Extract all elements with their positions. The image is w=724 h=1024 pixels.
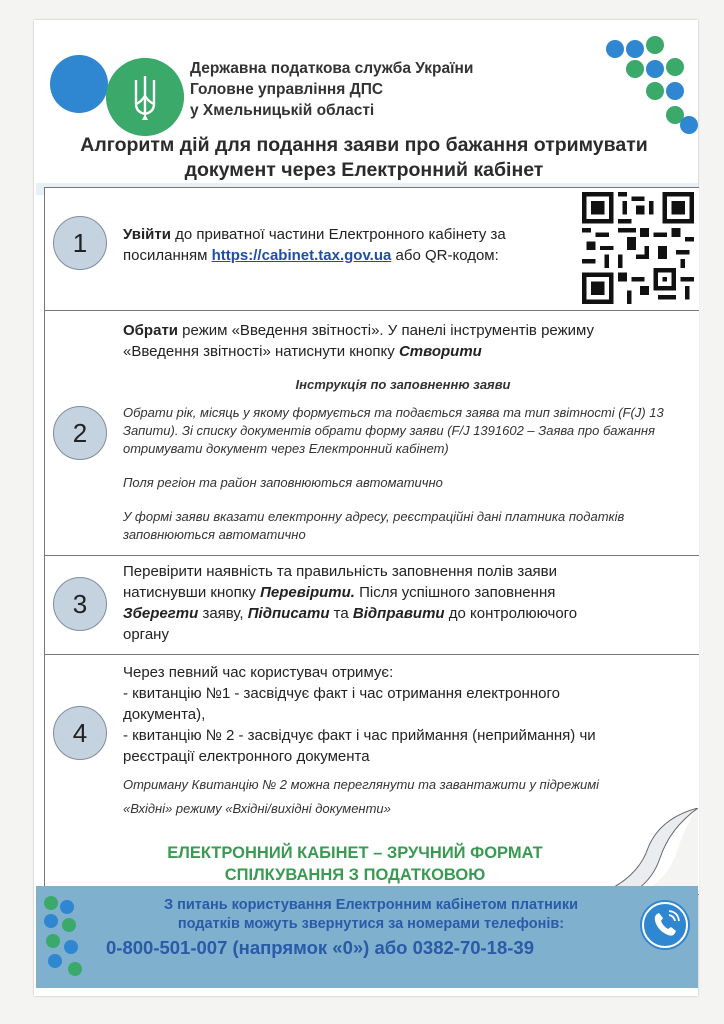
organization-name [190, 58, 473, 121]
step-2 [45, 310, 699, 556]
instruction-paragraph-3: У формі заяви вказати електронну адресу, реєстраційні дані платника податків заповнюються автоматично [123, 509, 625, 542]
step-2-text [123, 320, 683, 362]
step-3-line-1: Перевірити наявність та правильність заповнення полів заяви [123, 563, 558, 580]
step-3 [45, 555, 699, 655]
step-number-badge: 2 [53, 406, 107, 460]
step-3-line-3b: заяву, [198, 605, 248, 622]
step-number-badge: 1 [53, 216, 107, 270]
step-3-line-2c: Після успішного заповнення [354, 584, 556, 601]
phone-icon[interactable] [640, 900, 690, 950]
instruction-title: Інструкція по заповненню заяви [295, 377, 511, 392]
instruction-paragraph-1: Обрати рік, місяць у якому формується та подається заява та тип звітності (F(J) 13 Запити). Зі списку документів обрати форму заяви (F/J 1391602 – Заява про бажання отримувати документ через Електронний кабінет) [123, 405, 664, 456]
slogan-line-2: СПІЛКУВАННЯ З ПОДАТКОВОЮ [224, 866, 486, 884]
step-1-text-b: посиланням [123, 247, 212, 264]
step-4-note-2: «Вхідні» режиму «Вхідні/вихідні документи» [123, 801, 391, 816]
step-4-line-1: Через певний час користувач отримує: [123, 664, 394, 681]
decorative-dots-icon [40, 896, 100, 986]
step-1-text-c: або QR-кодом: [391, 247, 499, 264]
page-title [44, 133, 684, 183]
check-button-label: Перевірити. [260, 584, 355, 601]
step-1-action: Увійти [123, 226, 171, 243]
org-line-2: Головне управління ДПС [190, 81, 384, 98]
step-2-text-a: режим «Введення звітності». У панелі інструментів режиму [178, 322, 594, 339]
step-number-badge: 3 [53, 577, 107, 631]
contact-footer [36, 886, 698, 988]
decorative-blue-circle-icon [50, 55, 108, 113]
phone-numbers[interactable]: 0-800-501-007 (напрямок «0») або 0382-70-18-39 [106, 937, 534, 958]
step-4-text [123, 662, 683, 767]
slogan-line-1: ЕЛЕКТРОННИЙ КАБІНЕТ – ЗРУЧНИЙ ФОРМАТ [167, 844, 543, 862]
slogan [120, 842, 590, 886]
qr-code-icon[interactable] [582, 192, 694, 304]
save-button-label: Зберегти [123, 605, 199, 622]
step-3-text [123, 561, 683, 645]
decorative-dots-icon [598, 36, 708, 146]
footer-line-2: податків можуть звернутися за номерами телефонів: [177, 916, 565, 932]
title-line-1: Алгоритм дій для подання заяви про бажання отримувати [80, 134, 648, 156]
step-3-line-3d: та [329, 605, 353, 622]
sign-button-label: Підписати [247, 605, 330, 622]
step-3-line-4: органу [123, 626, 169, 643]
step-number-badge: 4 [53, 706, 107, 760]
step-4-line-2: - квитанцію №1 - засвідчує факт і час отримання електронного [123, 685, 560, 702]
org-line-1: Державна податкова служба України [190, 60, 474, 77]
create-button-label: Створити [398, 343, 482, 360]
step-3-line-2a: натиснувши кнопку [123, 584, 261, 601]
step-1-text [123, 224, 583, 266]
cabinet-link[interactable]: https://cabinet.tax.gov.ua [211, 247, 392, 264]
send-button-label: Відправити [352, 605, 445, 622]
step-1 [45, 188, 699, 311]
title-line-2: документ через Електронний кабінет [184, 159, 544, 181]
steps-list [44, 187, 699, 895]
step-2-action: Обрати [123, 322, 179, 339]
org-line-3: у Хмельницькій області [190, 102, 375, 119]
step-4-note-1: Отриману Квитанцію № 2 можна переглянути та завантажити у підрежимі [123, 777, 600, 792]
step-1-text-a: до приватної частини Електронного кабінету за [170, 226, 506, 243]
page-curl-icon [600, 808, 698, 894]
instruction-paragraph-2: Поля регіон та район заповнюються автоматично [123, 475, 443, 490]
footer-line-1: З питань користування Електронним кабінетом платники [164, 897, 578, 913]
trident-emblem-icon [106, 58, 184, 136]
step-3-line-3f: до контролюючого [444, 605, 578, 622]
step-4-line-4: - квитанцію № 2 - засвідчує факт і час приймання (неприймання) чи [123, 727, 596, 744]
step-4-line-5: реєстрації електронного документа [123, 748, 370, 765]
step-2-text-b: «Введення звітності» натиснути кнопку [123, 343, 399, 360]
step-4-line-3: документа), [123, 706, 206, 723]
